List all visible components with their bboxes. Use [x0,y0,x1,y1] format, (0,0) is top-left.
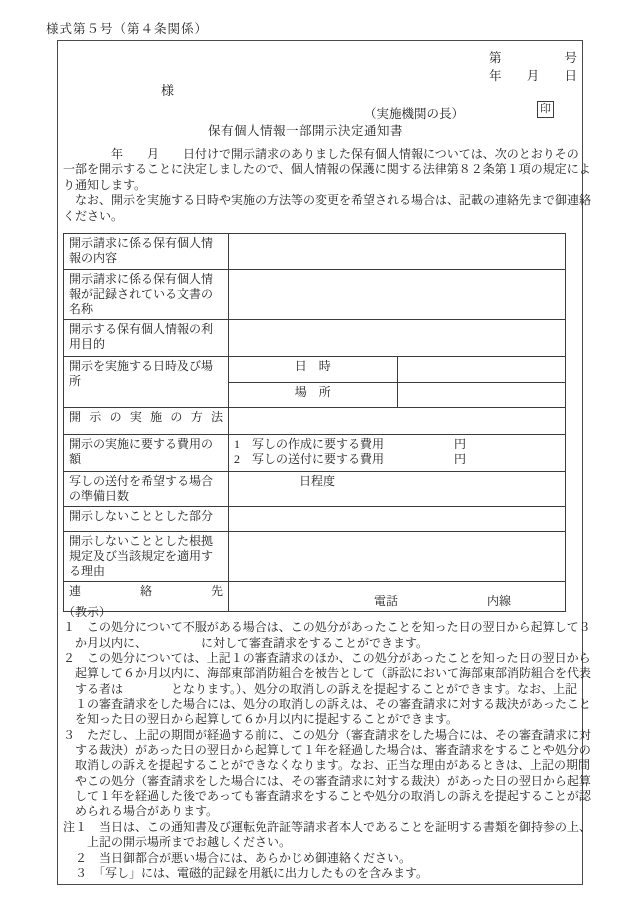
note-line: を知った日の翌日から起算して６か月以内に提起することができます。 [63,712,459,727]
note-line: やこの処分（審査請求をした場合には、その審査請求に対する裁決）があった日の翌日から起算 [63,773,591,788]
note-line: ２ この処分については、上記１の審査請求のほか、この処分があったことを知った日の翌日から [63,651,591,666]
row-label-datetime-place: 開示を実施する日時及び場所 [64,357,229,408]
table-row [64,408,566,435]
doc-number-prefix: 第 [489,51,502,65]
table-row [64,472,566,507]
row-value-nondisclosed-part [229,507,566,532]
note-line: ３ 「写し」には、電磁的記録を用紙に出力したものを含みます。 [63,865,429,880]
note-line: 起算して６か月以内に、海部東部消防組合を被告として（訴訟において海部東部消防組合を代表 [63,666,592,681]
document-title: 保有個人情報一部開示決定通知書 [208,124,404,138]
fee-copy-label: 1 写しの作成に要する費用 [234,437,385,451]
row-value-fees [229,435,566,472]
intro-line: り通知します。 [63,177,147,192]
note-line: 上記の開示場所までお越しください。 [63,835,292,850]
fee-line-postage [234,452,560,467]
row-label-fees: 開示の実施に要する費用の額 [64,435,229,472]
row-label-method: 開示の実施の方法 [64,408,229,435]
note-line: １ この処分について不服がある場合は、この処分があったことを知った日の翌日から起算して３ [63,620,591,635]
row-value-prep-days [229,472,566,507]
date-month-label: 月 [526,69,540,83]
row-value-purpose [229,320,566,357]
note-line: ３ ただし、上記の期間が経過する前に、この処分（審査請求をした場合には、その審査請求に対 [63,727,592,742]
instructions-heading: （教示） [63,605,112,619]
disclosure-info-table [63,233,566,612]
prep-days-unit: 日程度 [299,474,336,488]
fee-postage-unit: 円 [454,452,467,466]
table-row [64,234,566,270]
note-line: して１年を経過した後であっても審査請求をすることや処分の取消しの訴えを提起することが認 [63,789,591,804]
fee-postage-label: 2 写しの送付に要する費用 [234,452,385,466]
intro-line: 年 月 日付けで開示請求のありました保有個人情報については、次のとおりその [63,147,579,161]
subrow-key-datetime: 日 時 [229,357,398,383]
doc-date-line [489,66,577,84]
seal-stamp: 印 [537,101,554,118]
fee-line-copy [234,437,560,452]
addressee-suffix: 様 [161,83,175,98]
note-line: する者は となります。）、処分の取消しの訴えを提起することができます。なお、上記 [63,681,578,696]
note-line: する裁決）があった日の翌日から起算して１年を経過した場合は、審査請求をすることや処分の [63,743,591,758]
agency-head-label: （実施機関の長） [364,107,465,121]
fee-copy-unit: 円 [454,437,467,451]
row-label-grounds: 開示しないこととした根拠規定及び当該規定を適用する理由 [64,532,229,582]
table-row [64,270,566,320]
table-row [64,357,566,383]
note-line: か月以内に、 に対して審査請求をすることができます。 [63,635,429,650]
row-label-prep-days: 写しの送付を希望する場合の準備日数 [64,472,229,507]
row-label-purpose: 開示する保有個人情報の利用目的 [64,320,229,357]
note-line: 注１ 当日は、この通知書及び運転免許証等請求者本人であることを証明する書類を御持参の上、 [63,819,592,834]
instructions-section [63,605,592,881]
table-row [64,507,566,532]
doc-number-suffix: 号 [564,51,577,65]
phone-label: 電話 [374,594,399,608]
intro-paragraph [63,147,592,224]
row-value-document-name [229,270,566,320]
intro-line: ください。 [63,208,124,223]
doc-number-line [489,48,577,66]
row-value-content [229,234,566,270]
row-label-nondisclosed-part: 開示しないこととした部分 [64,507,229,532]
row-value-method [229,408,566,435]
intro-line: なお、開示を実施する日時や実施の方法等の変更を希望される場合は、記載の連絡先まで御連絡 [63,193,592,208]
subrow-key-place: 場 所 [229,383,398,408]
subrow-value-datetime [397,357,566,383]
table-row [64,532,566,582]
form-number-label: 様式第５号（第４条関係） [46,22,209,36]
row-label-content: 開示請求に係る保有個人情報の内容 [64,234,229,270]
note-line: 取消しの訴えを提起することができなくなります。なお、正当な理由があるときは、上記の期間 [63,758,591,773]
note-line: められる場合があります。 [63,804,219,819]
note-line: ２ 当日御都合が悪い場合には、あらかじめ御連絡ください。 [63,850,412,865]
row-value-grounds [229,532,566,582]
row-label-contact: 連絡先 [64,582,229,612]
date-year-label: 年 [489,69,502,83]
extension-label: 内線 [487,594,512,608]
note-line: １の審査請求をした場合には、処分の取消しの訴えは、その審査請求に対する裁決があったこと [63,697,591,712]
table-row [64,320,566,357]
intro-line: 一部を開示することに決定しましたので、個人情報の保護に関する法律第８２条第１項の規定によ [63,162,591,177]
document-frame [57,40,592,885]
row-label-document-name: 開示請求に係る保有個人情報が記録されている文書の名称 [64,270,229,320]
table-row [64,435,566,472]
subrow-value-place [397,383,566,408]
date-day-label: 日 [564,69,577,83]
